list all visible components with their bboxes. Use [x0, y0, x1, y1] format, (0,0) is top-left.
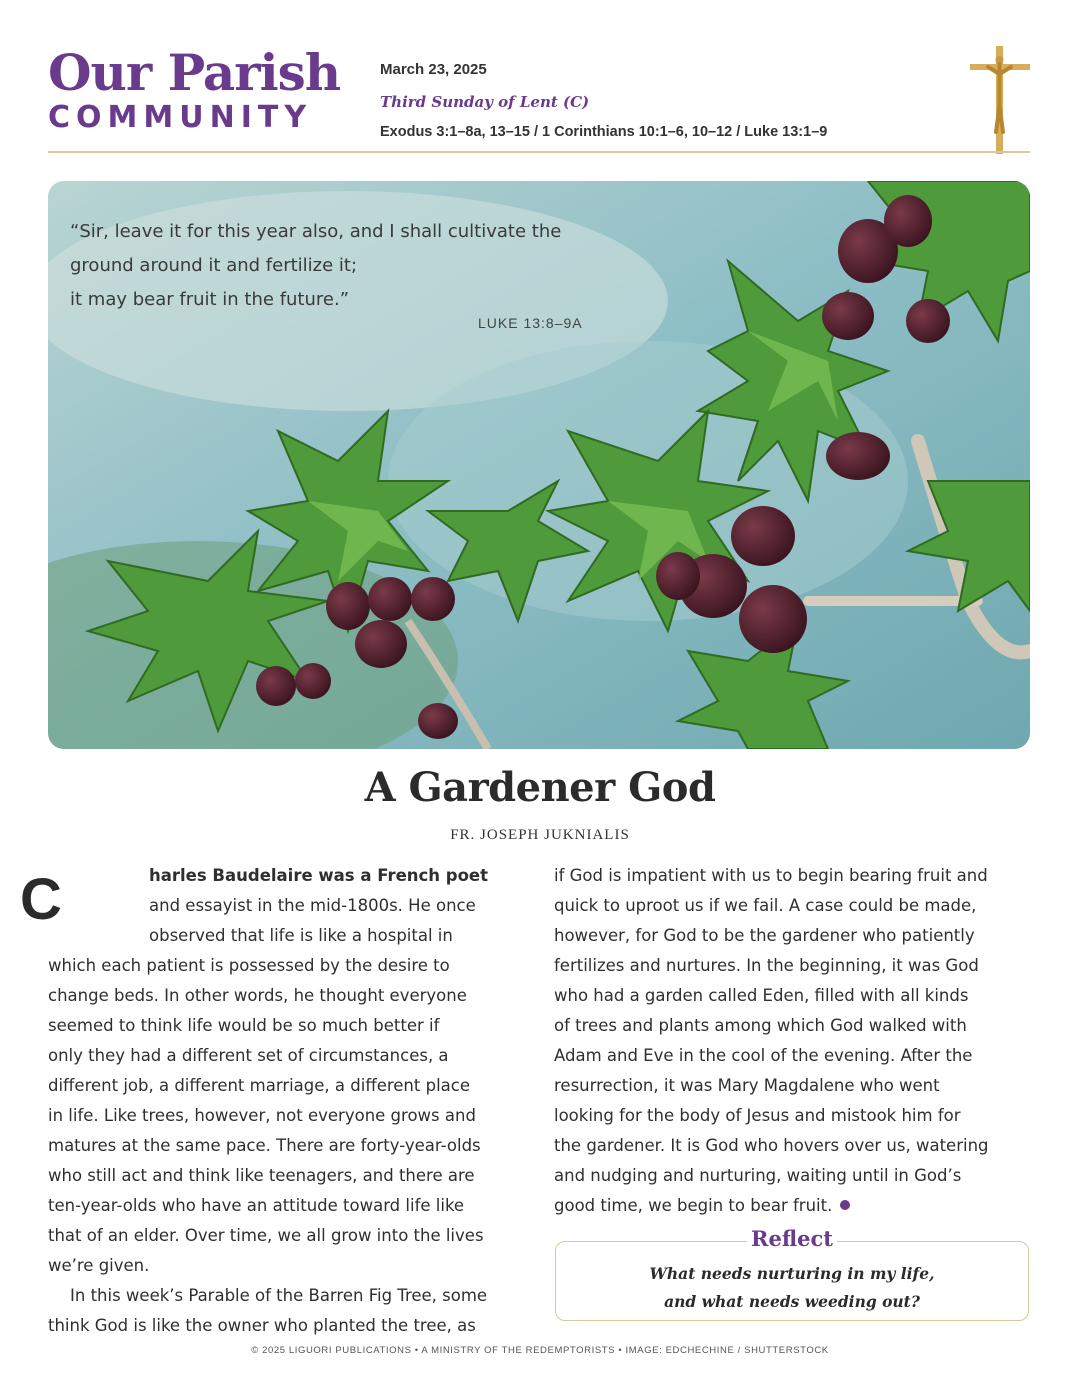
- quote-line: “Sir, leave it for this year also, and I shall cultivate the: [70, 221, 562, 242]
- article-column-left: [48, 861, 528, 1341]
- article-byline: FR. JOSEPH JUKNIALIS: [450, 827, 630, 843]
- text-line: Adam and Eve in the cool of the evening. After the: [554, 1046, 973, 1065]
- text-line: matures at the same pace. There are forty-year-olds: [48, 1136, 481, 1155]
- reflect-question: [556, 1260, 1028, 1316]
- text-line: ten-year-olds who have an attitude toward life like: [48, 1196, 465, 1215]
- masthead-title: Our Parish: [48, 43, 341, 102]
- text-line: who had a garden called Eden, filled with all kinds: [554, 986, 969, 1005]
- header-divider: [48, 151, 1030, 153]
- masthead-subtitle: COMMUNITY: [48, 100, 313, 135]
- scripture-readings: Exodus 3:1–8a, 13–15 / 1 Corinthians 10:1–6, 10–12 / Luke 13:1–9: [380, 124, 828, 140]
- article-column-right: [554, 861, 1034, 1221]
- issue-date: March 23, 2025: [380, 61, 487, 78]
- text-line: think God is like the owner who planted the tree, as: [48, 1316, 476, 1335]
- masthead-logo: [48, 44, 348, 136]
- quote-citation: LUKE 13:8–9A: [478, 315, 583, 331]
- text-line: however, for God to be the gardener who patiently: [554, 926, 975, 945]
- reflect-line: What needs nurturing in my life,: [649, 1264, 935, 1283]
- text-line: we’re given.: [48, 1256, 150, 1275]
- text-line: looking for the body of Jesus and mistook him for: [554, 1106, 961, 1125]
- scripture-quote: [70, 215, 630, 317]
- text-line: fertilizes and nurtures. In the beginning, it was God: [554, 956, 979, 975]
- text-line: good time, we begin to bear fruit.: [554, 1196, 833, 1215]
- hero-image-fig-tree: [48, 181, 1030, 749]
- text-line: and essayist in the mid-1800s. He once: [149, 896, 476, 915]
- reflect-title: Reflect: [747, 1226, 837, 1251]
- text-line: of trees and plants among which God walked with: [554, 1016, 967, 1035]
- text-line: harles Baudelaire was a French poet: [149, 866, 489, 885]
- text-line: quick to uproot us if we fail. A case could be made,: [554, 896, 977, 915]
- text-line-last: [554, 1191, 1034, 1221]
- text-line: the gardener. It is God who hovers over us, watering: [554, 1136, 989, 1155]
- text-line: which each patient is possessed by the desire to: [48, 956, 450, 975]
- liturgical-day: Third Sunday of Lent (C): [380, 93, 590, 111]
- issue-info: [380, 60, 827, 142]
- drop-cap: C: [20, 867, 62, 932]
- reflect-box: [555, 1226, 1029, 1321]
- text-line: different job, a different marriage, a different place: [48, 1076, 470, 1095]
- quote-line: it may bear fruit in the future.”: [70, 289, 350, 310]
- text-line: seemed to think life would be so much better if: [48, 1016, 440, 1035]
- text-line: in life. Like trees, however, not everyone grows and: [48, 1106, 476, 1125]
- quote-line: ground around it and fertilize it;: [70, 255, 358, 276]
- end-mark-icon: [840, 1200, 850, 1210]
- crucifix-icon: [968, 46, 1032, 154]
- footer-credits: © 2025 LIGUORI PUBLICATIONS • A MINISTRY OF THE REDEMPTORISTS • IMAGE: EDCHECHINE / SHUTTERSTOCK: [251, 1345, 829, 1356]
- text-line: and nudging and nurturing, waiting until in God’s: [554, 1166, 962, 1185]
- reflect-line: and what needs weeding out?: [664, 1292, 920, 1311]
- text-line: In this week’s Parable of the Barren Fig Tree, some: [70, 1286, 488, 1305]
- article-title: A Gardener God: [364, 764, 716, 811]
- text-line: change beds. In other words, he thought everyone: [48, 986, 467, 1005]
- text-line: observed that life is like a hospital in: [149, 926, 453, 945]
- text-line: who still act and think like teenagers, and there are: [48, 1166, 475, 1185]
- text-line: if God is impatient with us to begin bearing fruit and: [554, 866, 988, 885]
- text-line: only they had a different set of circumstances, a: [48, 1046, 449, 1065]
- text-line: that of an elder. Over time, we all grow into the lives: [48, 1226, 484, 1245]
- text-line: resurrection, it was Mary Magdalene who went: [554, 1076, 940, 1095]
